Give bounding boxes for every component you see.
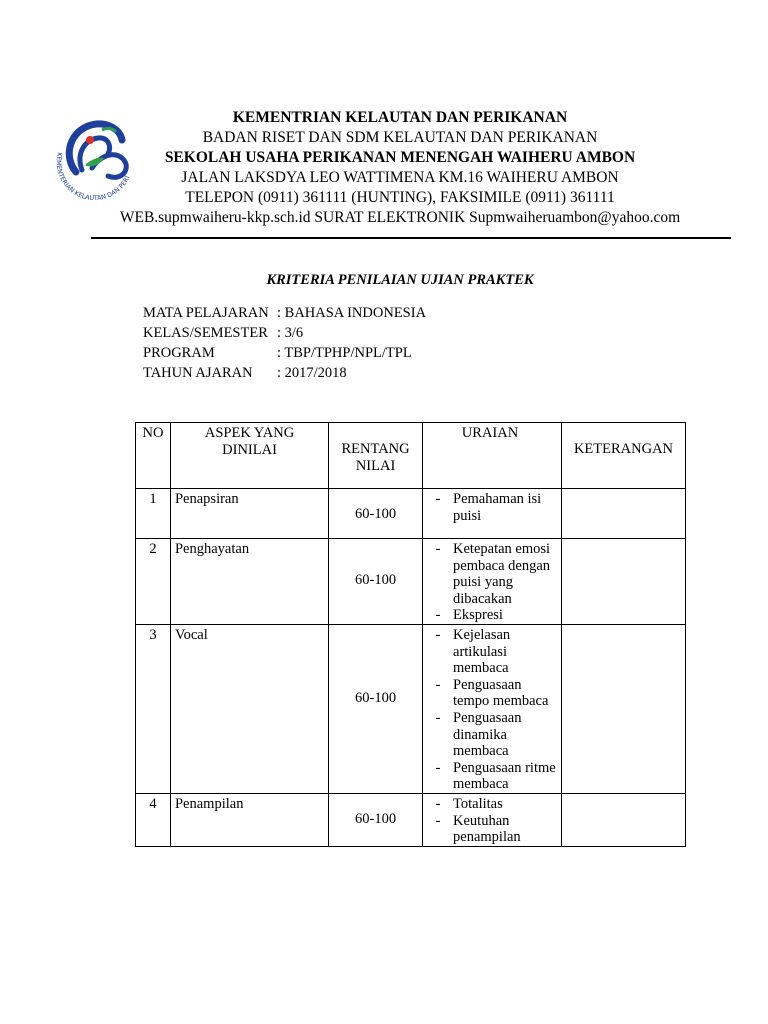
info-label: KELAS/SEMESTER — [143, 325, 268, 341]
school-address: JALAN LAKSDYA LEO WATTIMENA KM.16 WAIHERU AMBON — [181, 169, 619, 186]
cell-aspek: Penampilan — [170, 793, 328, 846]
table-row — [136, 624, 686, 793]
table-header-row — [136, 423, 686, 489]
header-aspek: ASPEK YANG DINILAI — [170, 423, 328, 489]
cell-keterangan — [561, 489, 685, 539]
list-item: - Keutuhan penampilan — [435, 812, 521, 846]
header-rentang: RENTANG NILAI — [329, 423, 423, 489]
info-value: : BAHASA INDONESIA — [277, 305, 427, 321]
document-title: KRITERIA PENILAIAN UJIAN PRAKTEK — [266, 272, 534, 288]
cell-keterangan — [561, 793, 685, 846]
list-item: - Penguasaan tempo membaca — [435, 676, 549, 710]
letterhead — [100, 108, 700, 228]
cell-uraian — [423, 624, 562, 793]
info-row-subject — [143, 303, 426, 323]
list-item: - Ekspresi — [435, 607, 503, 624]
cell-no: 1 — [136, 489, 171, 539]
list-item: - Penguasaan dinamika membaca — [435, 709, 522, 760]
table-row — [136, 539, 686, 625]
cell-aspek: Penghayatan — [170, 539, 328, 625]
cell-no: 2 — [136, 539, 171, 625]
table-row — [136, 793, 686, 846]
letterhead-divider — [91, 237, 731, 239]
list-item: - Penguasaan ritme membaca — [435, 759, 556, 793]
list-item: - Pemahaman isi puisi — [435, 491, 542, 524]
info-value: : 2017/2018 — [277, 365, 347, 381]
list-item: - Totalitas — [435, 795, 503, 812]
cell-rentang: 60-100 — [329, 793, 423, 846]
ministry-name: KEMENTRIAN KELAUTAN DAN PERIKANAN — [232, 109, 568, 126]
list-item: - Ketepatan emosi pembaca dengan puisi yang dibacakan — [435, 541, 551, 607]
info-row-program — [143, 343, 426, 363]
info-row-class — [143, 323, 426, 343]
cell-rentang: 60-100 — [329, 489, 423, 539]
cell-aspek: Penapsiran — [170, 489, 328, 539]
header-no: NO — [136, 423, 171, 489]
info-value: : 3/6 — [277, 325, 304, 341]
info-label: TAHUN AJARAN — [143, 365, 253, 381]
cell-uraian — [423, 539, 562, 625]
header-uraian: URAIAN — [423, 423, 562, 489]
cell-rentang: 60-100 — [329, 539, 423, 625]
school-web-email: WEB.supmwaiheru-kkp.sch.id SURAT ELEKTRONIK Supmwaiheruambon@yahoo.com — [119, 209, 681, 226]
cell-keterangan — [561, 624, 685, 793]
cell-no: 3 — [136, 624, 171, 793]
cell-uraian — [423, 793, 562, 846]
header-keterangan: KETERANGAN — [561, 423, 685, 489]
exam-info — [143, 303, 426, 383]
logo-ring-text: KEMENTERIAN KELAUTAN DAN PERI — [54, 151, 132, 203]
cell-uraian — [423, 489, 562, 539]
info-label: PROGRAM — [143, 345, 215, 361]
cell-keterangan — [561, 539, 685, 625]
school-name: SEKOLAH USAHA PERIKANAN MENENGAH WAIHERU AMBON — [164, 149, 636, 166]
criteria-table — [135, 422, 686, 847]
cell-rentang: 60-100 — [329, 624, 423, 793]
info-row-year — [143, 363, 426, 383]
info-value: : TBP/TPHP/NPL/TPL — [277, 345, 412, 361]
list-item: - Kejelasan artikulasi membaca — [435, 626, 511, 677]
info-label: MATA PELAJARAN — [143, 305, 269, 321]
cell-no: 4 — [136, 793, 171, 846]
agency-name: BADAN RISET DAN SDM KELAUTAN DAN PERIKANAN — [202, 129, 598, 146]
table-row — [136, 489, 686, 539]
cell-aspek: Vocal — [170, 624, 328, 793]
school-phone: TELEPON (0911) 361111 (HUNTING), FAKSIMILE (0911) 361111 — [185, 189, 615, 206]
